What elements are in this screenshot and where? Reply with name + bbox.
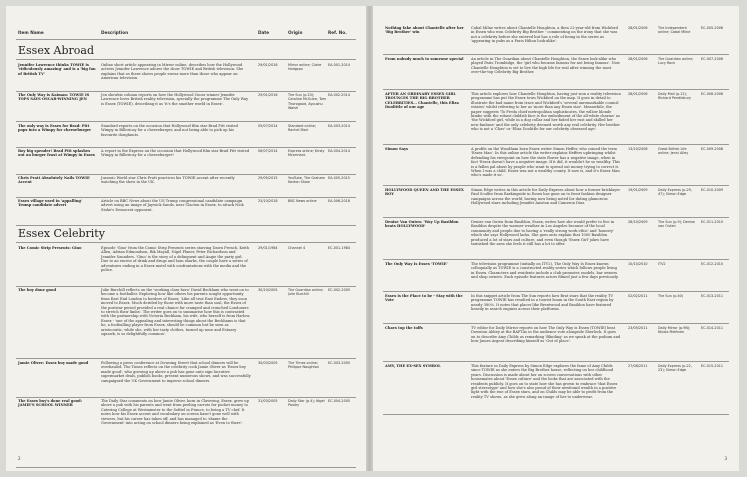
table-row	[16, 199, 356, 223]
header-description: Description	[101, 30, 129, 35]
cell-desc: TV editor for Daily Mirror reports on how The Only Way is Essex (TOWIE) beat Downton Abbey at the BAFTAs in the audience vote alongside Sherlock. It goes on to describe Amy Childs as remarking 'Blinding' as we speak at the podium and how James Argent describing himself as 'Out of place'.	[471, 326, 621, 344]
cell-ref: EC-009-2008	[701, 147, 724, 151]
cell-desc: A report in the Express on the occasion that Hollywood film star Brad Pitt visited Wimpy in Billericay for a cheeseburger!	[101, 149, 250, 158]
cell-origin: Standard online; Rachel Blair	[288, 124, 316, 133]
table-row	[16, 361, 356, 395]
row-divider	[383, 185, 729, 186]
row-divider	[383, 89, 729, 90]
row-divider	[383, 323, 729, 324]
cell-ref: EC-008-2006	[701, 92, 724, 96]
cell-desc: Julie Burchill reflects on the 'working class hero' David Beckham who went on to become a footballer. Exploring how like others his parents sought opportunity from East End London to borders of Essex; 'Like all true East Enders, they soon moved to Essex. Much derided by those with more taste than soul, the Essex of the postwar period provided a real chance for cramped and crunched Londoners to stretch their limbs'. The writer goes on to summarise how this is contrasted with the partnership with Victoria Beckham, his wife, who herself is from Harlow, Essex - 'one of the appealing and interesting things about the Beckhams is that he, a footballing player from Essex, should be common but be seen as aristocratic, while she, with her tasty clothes, turned up nose and Estuary squawk, is so delightfully common'.	[101, 288, 251, 337]
cell-date: 28/01/2006	[628, 57, 648, 61]
cell-ref: EA-005-2015	[328, 176, 350, 180]
cell-name: Jennifer Lawrence thinks TOWIE is 'ridiculously amazing' and is a 'big fan of British TV'	[18, 63, 96, 76]
cell-origin: Great British Life online; Jenni Alley	[658, 147, 689, 156]
cell-origin: The Sun (p.9); Denise van Outen	[658, 220, 695, 229]
cell-date: 29/05/2015	[258, 176, 278, 180]
cell-origin: Channel 4	[288, 246, 306, 250]
cell-desc: This article explores how Chantelle Houghton, having just won a reality television programme has put the Essex town Wickford on the map. It goes in detail to illustrate the bad name from trace and Wickford's 'several unremarkable council estates' whilst referring to her as 'more than any Essex star'. Meanwhile, the paper suggests 'To Freda chief metropolitan sophisticates, the willow blonde bimbo with the robust childish face is the embodiment of the all-white charms' as 'the Wickford girl, while in a dog collar and her faded her rust and skilled her new fanbase' and the only celebrity deemed worth any real celebrity. Her brother who is not a 'Chav' or 'Eliza Doolittle for our celebrity obsessed age'.	[471, 92, 621, 132]
cell-date: 05/07/2014	[258, 124, 278, 128]
cell-desc: The Daily Star comments on how Jamie Oliver, born in Clavering, Essex, grew up above a pub with his parents and went from peeling carrots for pocket money to Catering College at Westminster to the Sofitel in France, to being a TV chef. It notes how his Essex accent and vocabulary on screen hasn't gone well with viewers, but his career has taken off, and has managed to 'shame the Government' into acting on school dinners being explained as 'Even to there'.	[101, 399, 249, 426]
cell-origin: Daily Star (p.4); Nigel Pauley	[288, 399, 325, 408]
cell-ref: EC-005-2006	[701, 26, 724, 30]
cell-origin: BBC News online	[288, 199, 317, 203]
table-row	[383, 220, 729, 257]
cell-origin: The Sun (p.23); Caroline McGuire, Tom Thorogood, Ayoushu Walsh	[288, 93, 326, 111]
row-divider	[383, 259, 729, 260]
row-divider	[16, 358, 356, 359]
cell-ref: EC-011-2010	[701, 220, 724, 224]
cell-ref: EC-007-2006	[701, 57, 724, 61]
section-title-abroad: Essex Abroad	[18, 44, 94, 57]
row-divider	[383, 54, 729, 55]
cell-origin: Daily Mail (p.12); Richard Pendlebury	[658, 92, 691, 101]
cell-date: 13/10/2008	[628, 147, 648, 151]
table-row	[16, 149, 356, 172]
row-divider	[16, 91, 356, 92]
cell-date: 25/10/2018	[258, 199, 278, 203]
left-page	[6, 6, 366, 471]
cell-ref: EC-012-2010	[701, 262, 724, 266]
cell-desc: Jurassic World star Chris Pratt practices his TOWIE accent after recently watching the show in the UK.	[101, 176, 235, 185]
row-divider	[16, 174, 356, 175]
cell-desc: This feature in Daily Express by Simon Edge explores the fame of Amy Childs since TOWIE as she enters the Big Brother house, reflecting on her childhood years. Discussion is made about her on screen conversations with other housemates about 'Essex culture' and the looks that are associated with the residents publicly. It goes on to state how she has grown to embrace 'that Essex girl stereotype' and how she's also proud of their newfound wealth in a positive light with the rise of Essex stars, and on Childs may be able to profit from the reality TV shows, as she grew along an image of her to underwear.	[471, 364, 618, 399]
cell-ref: EA-001-2014	[328, 63, 350, 67]
row-divider	[16, 286, 356, 287]
cell-name: The boy done good	[18, 288, 56, 292]
cell-desc: Cabal Milne writes about Chantelle Houghton, a then 22-year-old from Wickford in Essex who won Celebrity Big Brother - commenting on the irony that she was not a celebrity before she entered but has a role of being in the series as 'appearing in pubs as a Paris Hilton look-alike'.	[471, 26, 618, 44]
table-row	[383, 294, 729, 321]
table-row	[16, 176, 356, 195]
table-row	[16, 124, 356, 145]
cell-name: The Comic Strip Presents: Gino	[18, 246, 82, 250]
cell-ref: EC-010-2009	[701, 188, 724, 192]
table-row	[383, 57, 729, 87]
header-rule	[16, 39, 356, 40]
cell-ref: EC-014-2011	[701, 326, 724, 330]
cell-origin: Daily Express (p.22, 23); Simon Edge	[658, 364, 692, 373]
cell-desc: Article on BBC News about the US Trump congressional candidate campaign advert using an image of Jaywick Sands, near Clacton in Essex, to attack Nick Stoke's Democrat opponent.	[101, 199, 244, 212]
row-divider	[16, 197, 356, 198]
cell-date: 30/03/2005	[258, 361, 278, 365]
row-divider	[16, 147, 356, 148]
cell-date: 29/01/1984	[258, 246, 278, 250]
cell-origin: The Times online; Philippe Naughton	[288, 361, 320, 370]
header-date: Date	[258, 30, 270, 35]
cell-name: Jamie Oliver: Essex boy made good	[18, 361, 89, 365]
row-divider	[16, 225, 356, 226]
row-divider	[16, 397, 356, 398]
table-row	[383, 188, 729, 215]
cell-name: The Essex boy's done real good: JAMIE'S SCHOOL WINNER	[18, 399, 82, 408]
table-row	[16, 63, 356, 89]
cell-origin: Daily Express (p.29, 47); Simon Edge	[658, 188, 692, 197]
cell-desc: A profile on the Woodham born Essex writer Simon Heffer, who coined the term 'Essex Man'. In this online article the writer explains Heffers upbringing whilst defending his viewpoint on how the state flower has a negative image, when in fact 'Essex doesn't have a negative image. If it did, it wouldn't be so wealthy. This is a fallen pal about by people who want to spread out money trying to correct it. When I was a child, Essex was not a wealthy county. It now is, and it's Essex Man who's made it so'.	[471, 147, 621, 178]
book-gutter	[366, 6, 373, 471]
cell-ref: EA-003-2014	[328, 124, 350, 128]
cell-origin: The Guardian online; Lucy Rock	[658, 57, 694, 66]
table-row	[16, 288, 356, 356]
table-row	[383, 326, 729, 359]
header-ref: Ref. No.	[328, 30, 347, 35]
table-row	[383, 364, 729, 412]
table-row	[383, 147, 729, 183]
cell-ref: EC-015-2011	[701, 364, 724, 368]
cell-origin: YouTube, The Graham Norton Show	[288, 176, 325, 185]
cell-name: The only way is Essex for Brad: Pitt pops into a Wimpy for cheeseburger	[18, 124, 92, 133]
cell-origin: Daily Mirror (p.9N); Nicola Methven	[658, 326, 691, 335]
cell-ref: EA-004-2014	[328, 149, 350, 153]
row-divider	[383, 144, 729, 145]
cell-date: 31/03/2005	[258, 399, 278, 403]
cell-date: 19/01/2009	[628, 188, 648, 192]
section-rule	[16, 242, 356, 243]
cell-name: The Only Way Is Essex 'TOWIE'	[385, 262, 448, 266]
row-divider	[383, 291, 729, 292]
cell-ref: EA-002-2014	[328, 93, 350, 97]
cell-name: From nobody much to someone special	[385, 57, 464, 61]
cell-origin: The Sun (p.40)	[658, 294, 684, 298]
cell-ref: EC-001-1984	[328, 246, 351, 250]
cell-date: 10/10/2010	[628, 262, 648, 266]
table-row	[383, 262, 729, 289]
cell-desc: Following a press conference at Downing Street that school dinners will be overhauled. The Times reflects on the celebrity cook Jamie Oliver as 'Essex boy made good', who growing up above a pub has gone onto sign lucrative supermarket deals, publish books, present numerous shows, and was successfully campaigned the UK Government to improve school dinners.	[101, 361, 251, 383]
section-title-celebrity: Essex Celebrity	[18, 227, 105, 240]
cell-origin: Express online; Kirsty Mcormack	[288, 149, 325, 158]
cell-date: 02/02/2011	[628, 294, 648, 298]
cell-name: Chris Pratt Absolutely Nails TOWIE Accent	[18, 176, 90, 185]
header-origin: Origin	[288, 30, 303, 35]
cell-name: Chavs top the toffs	[385, 326, 423, 330]
cell-desc: Online short article appearing in Mirror online, describes how the Hollywood actress Jennifer Lawrence adores the show TOWIE and British television. She explains that as these shows people swear more than those who appear on American television.	[101, 63, 244, 81]
cell-name: Nothing fake about Chantelle after her 'Big Brother' win	[385, 26, 464, 35]
row-divider	[383, 217, 729, 218]
cell-origin: ITV2	[658, 262, 666, 266]
cell-name: Simon Says	[385, 147, 409, 151]
cell-origin: The Independent online; Cabal Milne	[658, 26, 691, 35]
cell-desc: Standard reports on the occasion that Hollywood film star Brad Pitt visited Wimpy in Billericay for a cheeseburger, and not being able to pick up his favourite doughnuts.	[101, 124, 238, 137]
table-row	[383, 92, 729, 142]
cell-ref: EC-003-2005	[328, 361, 351, 365]
cell-name: AFTER AN ORDINARY ESSEX GIRL TROUNCES THE BIG BROTHER CELEBRITIES... Chantelle, this Eliza Doolittle of our age	[385, 92, 459, 110]
cell-date: 06/07/2014	[258, 149, 278, 153]
page-number-left: 2	[18, 456, 21, 461]
cell-desc: Episode 'Gino' from the Comic Strip Presents series starring Dawn French, Keith Allen, Adrian Edmondson, Rik Mayall, Nigel Planer, Peter Richardson and Jennifer Saunders. 'Gino' is the story of a delinquent and Angie the party girl. Due to an excess of drink and drugs and loan sharks, the couple have a series of adventures ending in a Essex motel with confrontations with the media and the police.	[101, 246, 250, 273]
cell-date: 28/01/2006	[628, 92, 648, 96]
row-divider	[383, 414, 729, 415]
cell-date: 29/01/2016	[258, 63, 278, 67]
cell-ref: EC-013-2011	[701, 294, 724, 298]
table-row	[16, 399, 356, 465]
cell-desc: Jen showbiz column reports on how the Hollywood Oscar winner Jennifer Lawrence loves British reality television, specially the programme The Only Way is Essex (TOWIE), describing it as 'it's the smother world in Essex'.	[101, 93, 249, 106]
table-row	[16, 246, 356, 284]
header-item-name: Item Name	[18, 30, 44, 35]
cell-desc: In this snippet article from The Sun reports how Brat stars that the reality TV programme TOWIE has resulted in a tourist boom in the South East region by nearly 380%. It notes that places like Brentwood and Basildon have featured heavily in search engines across their platforms.	[471, 294, 614, 312]
cell-ref: EC-004-2005	[328, 399, 351, 403]
cell-name: The Only Way is Kaiman: TOWIE IS TOPS SAYS OSCAR-WINNING JEN	[18, 93, 90, 102]
cell-date: 27/08/2011	[628, 364, 648, 368]
column-headers-left	[16, 28, 356, 38]
section-rule	[16, 59, 356, 60]
cell-name: Essex is the Place to be - Stay with the Vote	[385, 294, 463, 303]
cell-date: 28/01/2006	[628, 26, 648, 30]
cell-name: AMY, THE EX-SEX SYMBOL	[385, 364, 441, 368]
row-divider	[16, 467, 356, 468]
cell-date: 28/10/2009	[628, 220, 648, 224]
table-row	[383, 26, 729, 52]
cell-name: Boy big spender! Brad Pitt splashes out on burger feast at Wimpy in Essex	[18, 149, 95, 158]
cell-ref: EA-006-2018	[328, 199, 350, 203]
cell-name: Denise Van Outen: 'Way Up Basildon beats HOLLYWOOD'	[385, 220, 459, 229]
cell-date: 29/01/2016	[258, 93, 278, 97]
cell-name: HOLLYWOOD QUEEN AND THE ESSEX BOY	[385, 188, 464, 197]
cell-desc: Simon Edge writes in this article for Daily Express about how a former bricklayer Paul Sculfor from Barkingside in Essex has gone on to front fashion designer campaigns across the world, having now being noted for dating glamorous Hollywood stars including Jennifer Aniston and Cameron Diaz.	[471, 188, 621, 206]
row-divider	[16, 121, 356, 122]
cell-origin: Mirror online; Claire Hodgson	[288, 63, 322, 72]
cell-date: 23/05/2011	[628, 326, 648, 330]
cell-date: 30/10/2005	[258, 288, 278, 292]
cell-desc: The television programme (initially on ITV2), The Only Way Is Essex known colloquially as TOWIE is a constructed reality series which follows people living in Essex. Characters and residents include a club promoter, models, bar owners and shop owners. Each episode features actors filmed just a few days previously.	[471, 262, 619, 280]
row-divider	[383, 361, 729, 362]
cell-desc: Denise van Outen from Basildon, Essex, writes how she would prefer to live in Basildon despite the warmer weather in Los Angeles because of the local community and people due to having a 'really strong work ethic' and 'honesty' which she says Hollywood lacks. She goes onto explain that 1000 Basildon produced a lot of stars and culture, and even though 'Essex Girl' jokes have tarnished the area she feels it still has a lot to offer.	[471, 220, 615, 247]
right-page	[373, 6, 739, 471]
cell-ref: EC-002-2005	[328, 288, 351, 292]
cell-name: Essex village used in 'appalling' Trump candidate advert	[18, 199, 83, 208]
cell-desc: An article in The Guardian about Chantelle Houghton, the Essex look-alike who played Paris Trombidge, the 'girl who became famous for not being famous'. Now Chantelle Houghton is set to live the high life for real after winning the most over-the-top Celebrity Big Brother.	[471, 57, 620, 75]
page-number-right: 3	[724, 456, 727, 461]
cell-origin: The Guardian online; Julie Burchill	[288, 288, 324, 297]
table-row	[16, 93, 356, 119]
